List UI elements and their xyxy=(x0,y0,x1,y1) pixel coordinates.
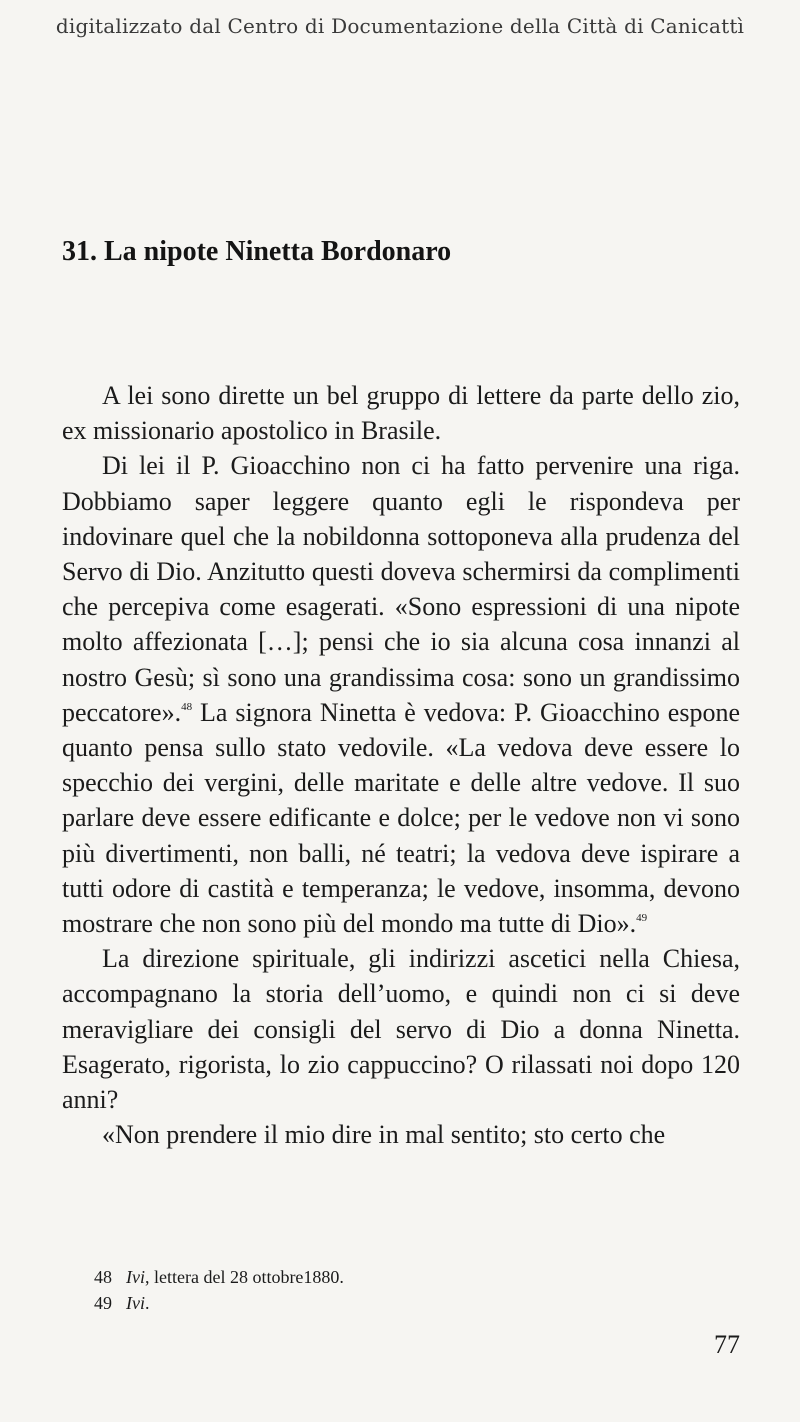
paragraph-text: La signora Ninetta è vedova: P. Gioacchino espone quanto pensa sullo stato vedovile. «La vedova deve essere lo specchio dei vergini, delle maritate e delle altre vedove. Il suo parlare deve essere edificante e dolce; per le vedove non vi sono più divertimenti, non balli, né teatri; la vedova deve ispirare a tutti odore di castità e temperanza; le vedove, insomma, devono mostrare che non sono più del mondo ma tutte di Dio». xyxy=(62,697,740,939)
footnote xyxy=(94,1264,344,1290)
section-heading: 31. La nipote Ninetta Bordonaro xyxy=(62,236,452,267)
digitization-watermark: digitalizzato dal Centro di Documentazione della Città di Canicattì xyxy=(55,14,745,38)
page-number: 77 xyxy=(714,1330,740,1359)
paragraph xyxy=(62,1117,740,1152)
footnote-number: 49 xyxy=(94,1293,112,1313)
footnote-number: 48 xyxy=(94,1267,112,1287)
footnote xyxy=(94,1290,344,1316)
paragraph-text: Di lei il P. Gioacchino non ci ha fatto pervenire una riga. Dobbiamo saper leggere quanto egli le rispondeva per indovinare quel che la nobildonna sottoponeva alla prudenza del Servo di Dio. Anzitutto questi doveva schermirsi da complimenti che percepiva come esagerati. «Sono espressioni di una nipote molto affezionata […]; pensi che io sia alcuna cosa innanzi al nostro Gesù; sì sono una grandissima cosa: sono un grandissimo peccatore». xyxy=(62,451,740,727)
paragraph-text: La direzione spirituale, gli indirizzi ascetici nella Chiesa, accompagnano la storia dell’uomo, e quindi non ci si deve meravigliare dei consigli del servo di Dio a donna Ninetta. Esagerato, rigorista, lo zio cappuccino? O rilassati noi dopo 120 anni? xyxy=(62,944,740,1115)
footnotes xyxy=(94,1264,344,1316)
footnote-text: , lettera del 28 ottobre1880. xyxy=(144,1267,344,1287)
paragraph xyxy=(62,448,740,941)
footnote-text: . xyxy=(144,1293,150,1313)
footnote-ivi: Ivi xyxy=(126,1293,145,1313)
footnote-reference: 48 xyxy=(181,700,193,713)
paragraph-text: A lei sono dirette un bel gruppo di lettere da parte dello zio, ex missionario apostolico in Brasile. xyxy=(62,381,740,446)
body-text xyxy=(62,378,740,1152)
footnote-reference: 49 xyxy=(636,912,648,925)
footnote-ivi: Ivi xyxy=(126,1267,145,1287)
paragraph-text: «Non prendere il mio dire in mal sentito; sto certo che xyxy=(102,1120,666,1150)
paragraph xyxy=(62,941,740,1117)
paragraph xyxy=(62,378,740,448)
